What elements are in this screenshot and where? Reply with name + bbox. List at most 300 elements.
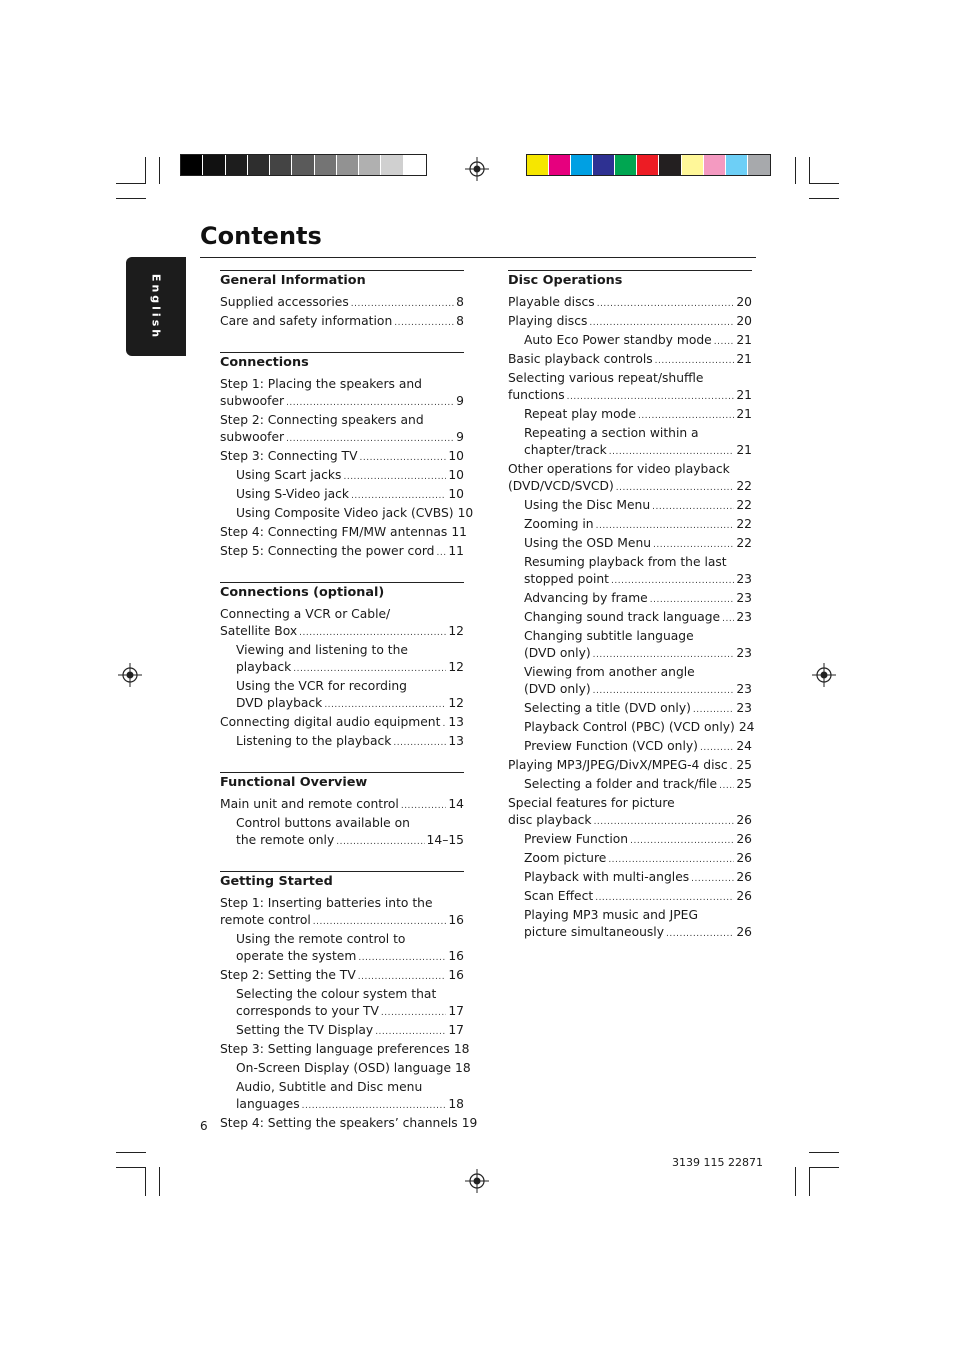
toc-entry-row	[220, 912, 464, 931]
toc-entry-row	[236, 948, 464, 967]
toc-entry[interactable]	[508, 907, 752, 943]
color-swatch	[571, 155, 593, 175]
toc-entry[interactable]	[220, 606, 464, 642]
section-heading: Disc Operations	[508, 270, 752, 289]
toc-entry-text: Using the Disc Menu	[524, 498, 651, 512]
toc-entry-text: Using S-Video jack	[236, 487, 350, 501]
dot-leader	[594, 814, 735, 831]
toc-entry[interactable]	[220, 505, 474, 524]
dot-leader	[691, 871, 734, 888]
dot-leader	[393, 735, 446, 752]
toc-entry-text: Satellite Box	[220, 624, 298, 638]
toc-entry[interactable]	[508, 888, 752, 907]
toc-entry[interactable]	[508, 590, 752, 609]
dot-leader	[302, 1098, 447, 1115]
color-swatch	[682, 155, 704, 175]
toc-entry-text: On-Screen Display (OSD) language	[236, 1061, 452, 1075]
toc-entry-text: Setting the TV Display	[236, 1023, 374, 1037]
toc-entry[interactable]	[220, 733, 464, 752]
toc-entry-row	[220, 429, 464, 448]
toc-entry-row	[236, 659, 464, 678]
toc-entry-row	[524, 535, 752, 554]
toc-entry-text-line: Connecting a VCR or Cable/	[220, 607, 391, 621]
dot-leader	[358, 950, 446, 967]
toc-entry-text-line: Changing subtitle language	[524, 629, 694, 643]
toc-entry-text-line: Selecting the colour system that	[236, 987, 437, 1001]
toc-entry[interactable]	[508, 757, 752, 776]
page-ref: 10	[448, 468, 464, 482]
page-ref: 18	[448, 1097, 464, 1111]
color-swatch	[381, 155, 403, 175]
toc-entry-text: DVD playback	[236, 696, 323, 710]
toc-entry[interactable]	[508, 700, 752, 719]
dot-leader	[609, 444, 735, 461]
toc-entry-row	[524, 850, 752, 869]
page-ref: 12	[448, 696, 464, 710]
toc-entry[interactable]	[220, 714, 464, 733]
registration-mark-icon	[812, 663, 836, 687]
toc-entry-text: Playing discs	[508, 314, 588, 328]
toc-section	[508, 270, 755, 943]
page-number: 6	[200, 1119, 208, 1133]
toc-entry-text: Using the OSD Menu	[524, 536, 652, 550]
toc-entry-text-line: Step 2: Connecting speakers and	[220, 413, 424, 427]
toc-entry-text: Step 5: Connecting the power cord	[220, 544, 435, 558]
toc-entry-row	[524, 924, 752, 943]
toc-entry-row	[508, 387, 752, 406]
toc-entry-row	[524, 738, 752, 757]
dot-leader	[608, 852, 734, 869]
toc-entry-row	[236, 1060, 471, 1079]
dot-leader	[351, 296, 454, 313]
toc-section	[220, 270, 464, 332]
toc-entry[interactable]	[220, 524, 467, 543]
dot-leader	[616, 480, 735, 497]
page-ref: 23	[736, 591, 752, 605]
dot-leader	[593, 647, 735, 664]
color-swatch	[226, 155, 248, 175]
dot-leader	[700, 740, 734, 757]
toc-entry-text: (DVD only)	[524, 682, 591, 696]
page-ref: 26	[736, 813, 752, 827]
toc-entry[interactable]	[508, 406, 752, 425]
toc-entry-row	[236, 1096, 464, 1115]
toc-entry-text: Playable discs	[508, 295, 595, 309]
page-ref: 16	[448, 949, 464, 963]
toc-entry-text: Playback with multi-angles	[524, 870, 690, 884]
toc-entry[interactable]	[508, 313, 752, 332]
toc-entry-row	[220, 714, 464, 733]
page-ref: 20	[736, 314, 752, 328]
toc-entry[interactable]	[220, 678, 464, 714]
toc-entry-row	[236, 733, 464, 752]
page-ref: 25	[736, 758, 752, 772]
toc-entry-row	[524, 332, 752, 351]
toc-entry[interactable]	[220, 1022, 464, 1041]
dot-leader	[596, 518, 735, 535]
dot-leader	[693, 702, 734, 719]
language-tab	[126, 257, 186, 356]
toc-entry[interactable]	[508, 554, 752, 590]
toc-entry[interactable]	[508, 332, 752, 351]
page-ref: 22	[736, 479, 752, 493]
toc-section	[220, 871, 478, 1134]
dot-leader	[638, 408, 734, 425]
toc-entry[interactable]	[220, 986, 464, 1022]
toc-entry-row	[220, 967, 464, 986]
dot-leader	[336, 834, 424, 851]
dot-leader	[343, 469, 446, 486]
dot-leader	[394, 315, 454, 332]
toc-entry-text: Zooming in	[524, 517, 594, 531]
toc-entry-row	[220, 623, 464, 642]
toc-entry[interactable]	[220, 294, 464, 313]
toc-entry[interactable]	[508, 425, 752, 461]
page-ref: 18	[455, 1061, 471, 1075]
toc-entry-text: operate the system	[236, 949, 357, 963]
toc-entry-row	[524, 609, 752, 628]
dot-leader	[351, 488, 446, 505]
toc-entry-text: Using Scart jacks	[236, 468, 342, 482]
toc-entry-text-line: Playing MP3 music and JPEG	[524, 908, 698, 922]
toc-entry-row	[524, 681, 752, 700]
dot-leader	[655, 353, 735, 370]
toc-entry-row	[508, 812, 752, 831]
color-swatch	[337, 155, 359, 175]
dot-leader	[359, 450, 446, 467]
dot-leader	[299, 625, 446, 642]
toc-entry-text: disc playback	[508, 813, 592, 827]
toc-entry-row	[220, 524, 467, 543]
language-tab-label: English	[149, 273, 163, 341]
toc-entry-text: Selecting a title (DVD only)	[524, 701, 691, 715]
dot-leader	[442, 716, 446, 733]
toc-entry-text-line: Repeating a section within a	[524, 426, 699, 440]
toc-entry-row	[524, 442, 752, 461]
toc-entry-text: Basic playback controls	[508, 352, 653, 366]
toc-entry-text-line: Using the VCR for recording	[236, 679, 407, 693]
dot-leader	[358, 969, 447, 986]
toc-entry-row	[508, 351, 752, 370]
toc-entry[interactable]	[508, 719, 755, 738]
toc-entry-text: Step 4: Setting the speakers’ channels	[220, 1116, 458, 1130]
page-ref: 23	[736, 572, 752, 586]
color-swatch	[181, 155, 203, 175]
toc-entry-row	[524, 888, 752, 907]
toc-entry-text: Supplied accessories	[220, 295, 349, 309]
toc-entry-text-line: Control buttons available on	[236, 816, 410, 830]
toc-entry-text: Selecting a folder and track/file	[524, 777, 718, 791]
toc-entry[interactable]	[508, 351, 752, 370]
toc-entry[interactable]	[508, 628, 752, 664]
toc-section	[220, 582, 464, 752]
dot-leader	[313, 914, 447, 931]
toc-entry[interactable]	[220, 931, 464, 967]
document-code: 3139 115 22871	[672, 1156, 763, 1169]
dot-leader	[567, 389, 735, 406]
color-swatch	[659, 155, 681, 175]
toc-entry[interactable]	[220, 376, 464, 412]
color-swatch	[203, 155, 225, 175]
color-swatch	[593, 155, 615, 175]
dot-leader	[714, 334, 735, 351]
dot-leader	[722, 611, 734, 628]
toc-entry-text: Preview Function	[524, 832, 629, 846]
page-ref: 13	[448, 715, 464, 729]
toc-entry[interactable]	[508, 535, 752, 554]
color-swatch	[248, 155, 270, 175]
section-heading: Connections	[220, 352, 464, 371]
toc-entry-text: Playing MP3/JPEG/DivX/MPEG-4 disc	[508, 758, 728, 772]
registration-mark-icon	[465, 157, 489, 181]
toc-entry-row	[508, 313, 752, 332]
toc-entry[interactable]	[220, 1041, 470, 1060]
toc-entry[interactable]	[220, 895, 464, 931]
color-swatch	[404, 155, 426, 175]
dot-leader	[730, 759, 735, 776]
page-ref: 26	[736, 870, 752, 884]
toc-entry[interactable]	[508, 294, 752, 313]
toc-entry-text-line: Other operations for video playback	[508, 462, 730, 476]
toc-entry-text: Repeat play mode	[524, 407, 637, 421]
toc-entry-row	[220, 393, 464, 412]
page-ref: 9	[456, 394, 464, 408]
page-ref: 26	[736, 889, 752, 903]
page-ref: 22	[736, 498, 752, 512]
toc-entry-row	[220, 543, 464, 562]
toc-entry[interactable]	[220, 967, 464, 986]
toc-entry-text: Using Composite Video jack (CVBS)	[236, 506, 454, 520]
page-ref: 25	[736, 777, 752, 791]
registration-mark-icon	[118, 663, 142, 687]
page-ref: 26	[736, 832, 752, 846]
page-ref: 22	[736, 536, 752, 550]
toc-entry-row	[524, 831, 752, 850]
title-divider	[200, 257, 756, 258]
toc-entry[interactable]	[220, 815, 464, 851]
page-ref: 19	[461, 1116, 478, 1130]
color-swatch	[292, 155, 314, 175]
toc-entry-text-line: Step 1: Placing the speakers and	[220, 377, 422, 391]
toc-entry-row	[524, 516, 752, 535]
page-ref: 23	[736, 646, 752, 660]
color-swatch	[615, 155, 637, 175]
toc-entry-row	[220, 313, 464, 332]
toc-entry-text: Connecting digital audio equipment	[220, 715, 441, 729]
toc-section	[220, 772, 464, 851]
section-heading: Getting Started	[220, 871, 464, 890]
toc-entry-row	[508, 478, 752, 497]
dot-leader	[652, 499, 734, 516]
toc-entry-text: languages	[236, 1097, 300, 1111]
section-heading: Functional Overview	[220, 772, 464, 791]
toc-entry[interactable]	[508, 795, 752, 831]
toc-entry-row	[524, 869, 752, 888]
toc-entry[interactable]	[508, 664, 752, 700]
section-heading: General Information	[220, 270, 464, 289]
dot-leader	[653, 537, 734, 554]
toc-entry-row	[524, 645, 752, 664]
toc-entry[interactable]	[220, 543, 464, 562]
toc-entry[interactable]	[220, 796, 464, 815]
color-swatch	[270, 155, 292, 175]
toc-entry-row	[524, 571, 752, 590]
dot-leader	[324, 697, 446, 714]
toc-entry-text-line: Step 1: Inserting batteries into the	[220, 896, 433, 910]
page-ref: 21	[736, 352, 752, 366]
toc-entry-text-line: Using the remote control to	[236, 932, 406, 946]
color-swatch	[748, 155, 770, 175]
page-ref: 10	[457, 506, 474, 520]
toc-entry-row	[220, 796, 464, 815]
page-ref: 10	[448, 449, 464, 463]
toc-entry[interactable]	[220, 467, 464, 486]
page-ref: 10	[448, 487, 464, 501]
toc-entry-text: Auto Eco Power standby mode	[524, 333, 712, 347]
toc-entry-text: the remote only	[236, 833, 335, 847]
toc-entry-row	[236, 505, 474, 524]
color-swatch	[704, 155, 726, 175]
toc-entry-text: stopped point	[524, 572, 610, 586]
page-ref: 14	[448, 797, 464, 811]
toc-entry-text: subwoofer	[220, 430, 285, 444]
toc-entry[interactable]	[220, 313, 464, 332]
color-swatch	[315, 155, 337, 175]
page-ref: 21	[736, 407, 752, 421]
page-ref: 23	[736, 701, 752, 715]
page-ref: 20	[736, 295, 752, 309]
toc-entry-row	[220, 1041, 470, 1060]
toc-entry[interactable]	[220, 1079, 464, 1115]
toc-entry-text: functions	[508, 388, 565, 402]
toc-entry-text: Playback Control (PBC) (VCD only)	[524, 720, 735, 734]
color-swatch	[726, 155, 748, 175]
toc-entry[interactable]	[508, 869, 752, 888]
toc-left-column	[220, 270, 478, 1154]
toc-entry-text-line: Viewing from another angle	[524, 665, 695, 679]
toc-entry-row	[508, 757, 752, 776]
page-title: Contents	[200, 222, 322, 250]
toc-right-column	[508, 270, 755, 963]
toc-entry[interactable]	[508, 370, 752, 406]
color-swatch	[549, 155, 571, 175]
toc-entry-text: Zoom picture	[524, 851, 607, 865]
registration-mark-icon	[465, 1169, 489, 1193]
toc-entry-row	[220, 448, 464, 467]
toc-entry-text: playback	[236, 660, 292, 674]
color-swatch	[527, 155, 549, 175]
toc-entry-row	[236, 695, 464, 714]
page-ref: 17	[448, 1004, 464, 1018]
toc-entry-text: Step 3: Setting language preferences	[220, 1042, 450, 1056]
toc-entry-row	[508, 294, 752, 313]
page-ref: 11	[448, 544, 464, 558]
toc-entry[interactable]	[508, 776, 752, 795]
page-ref: 23	[736, 610, 752, 624]
toc-entry[interactable]	[508, 497, 752, 516]
toc-entry-text: Preview Function (VCD only)	[524, 739, 698, 753]
dot-leader	[375, 1024, 446, 1041]
dot-leader	[597, 296, 735, 313]
toc-entry-row	[524, 776, 752, 795]
color-swatch	[359, 155, 381, 175]
dot-leader	[286, 395, 454, 412]
toc-entry-text: Changing sound track language	[524, 610, 721, 624]
toc-entry-row	[236, 486, 464, 505]
toc-entry-row	[220, 1115, 478, 1134]
toc-entry[interactable]	[220, 486, 464, 505]
toc-entry-row	[524, 497, 752, 516]
toc-entry[interactable]	[220, 1060, 471, 1079]
toc-entry-text: (DVD only)	[524, 646, 591, 660]
dot-leader	[650, 592, 735, 609]
page-ref: 26	[736, 925, 752, 939]
dot-leader	[293, 661, 446, 678]
page-ref: 12	[448, 624, 464, 638]
dot-leader	[286, 431, 454, 448]
page-ref: 24	[736, 739, 752, 753]
page-ref: 21	[736, 388, 752, 402]
toc-entry[interactable]	[220, 448, 464, 467]
page-ref: 16	[448, 968, 464, 982]
toc-entry-text: Care and safety information	[220, 314, 393, 328]
toc-entry[interactable]	[508, 850, 752, 869]
toc-entry[interactable]	[508, 738, 752, 757]
page-ref: 21	[736, 443, 752, 457]
toc-entry-row	[236, 832, 464, 851]
toc-entry-text: corresponds to your TV	[236, 1004, 379, 1018]
dot-leader	[611, 573, 734, 590]
dot-leader	[437, 545, 447, 562]
toc-entry-text-line: Special features for picture	[508, 796, 675, 810]
toc-entry-row	[236, 1022, 464, 1041]
dot-leader	[666, 926, 734, 943]
toc-entry-row	[236, 467, 464, 486]
toc-entry[interactable]	[220, 412, 464, 448]
toc-entry[interactable]	[508, 516, 752, 535]
page-ref: 9	[456, 430, 464, 444]
toc-entry-row	[524, 700, 752, 719]
toc-entry-row	[236, 1003, 464, 1022]
toc-entry[interactable]	[508, 609, 752, 628]
page-ref: 24	[738, 720, 755, 734]
toc-entry[interactable]	[220, 642, 464, 678]
page-ref: 23	[736, 682, 752, 696]
page-ref: 12	[448, 660, 464, 674]
color-calibration-strip	[526, 154, 771, 176]
toc-entry-text: Step 4: Connecting FM/MW antennas	[220, 525, 448, 539]
toc-entry[interactable]	[508, 831, 752, 850]
dot-leader	[719, 778, 734, 795]
toc-entry-row	[524, 406, 752, 425]
toc-entry-text: remote control	[220, 913, 311, 927]
dot-leader	[381, 1005, 446, 1022]
page-ref: 26	[736, 851, 752, 865]
toc-section	[220, 352, 474, 562]
page-ref: 14–15	[426, 833, 464, 847]
toc-entry[interactable]	[508, 461, 752, 497]
toc-entry-text: (DVD/VCD/SVCD)	[508, 479, 614, 493]
color-swatch	[637, 155, 659, 175]
toc-entry-row	[524, 590, 752, 609]
toc-entry-text: picture simultaneously	[524, 925, 665, 939]
dot-leader	[593, 683, 735, 700]
page-ref: 8	[456, 314, 464, 328]
toc-entry[interactable]	[220, 1115, 478, 1134]
toc-entry-text: subwoofer	[220, 394, 285, 408]
toc-entry-text-line: Audio, Subtitle and Disc menu	[236, 1080, 423, 1094]
toc-entry-text: Scan Effect	[524, 889, 594, 903]
